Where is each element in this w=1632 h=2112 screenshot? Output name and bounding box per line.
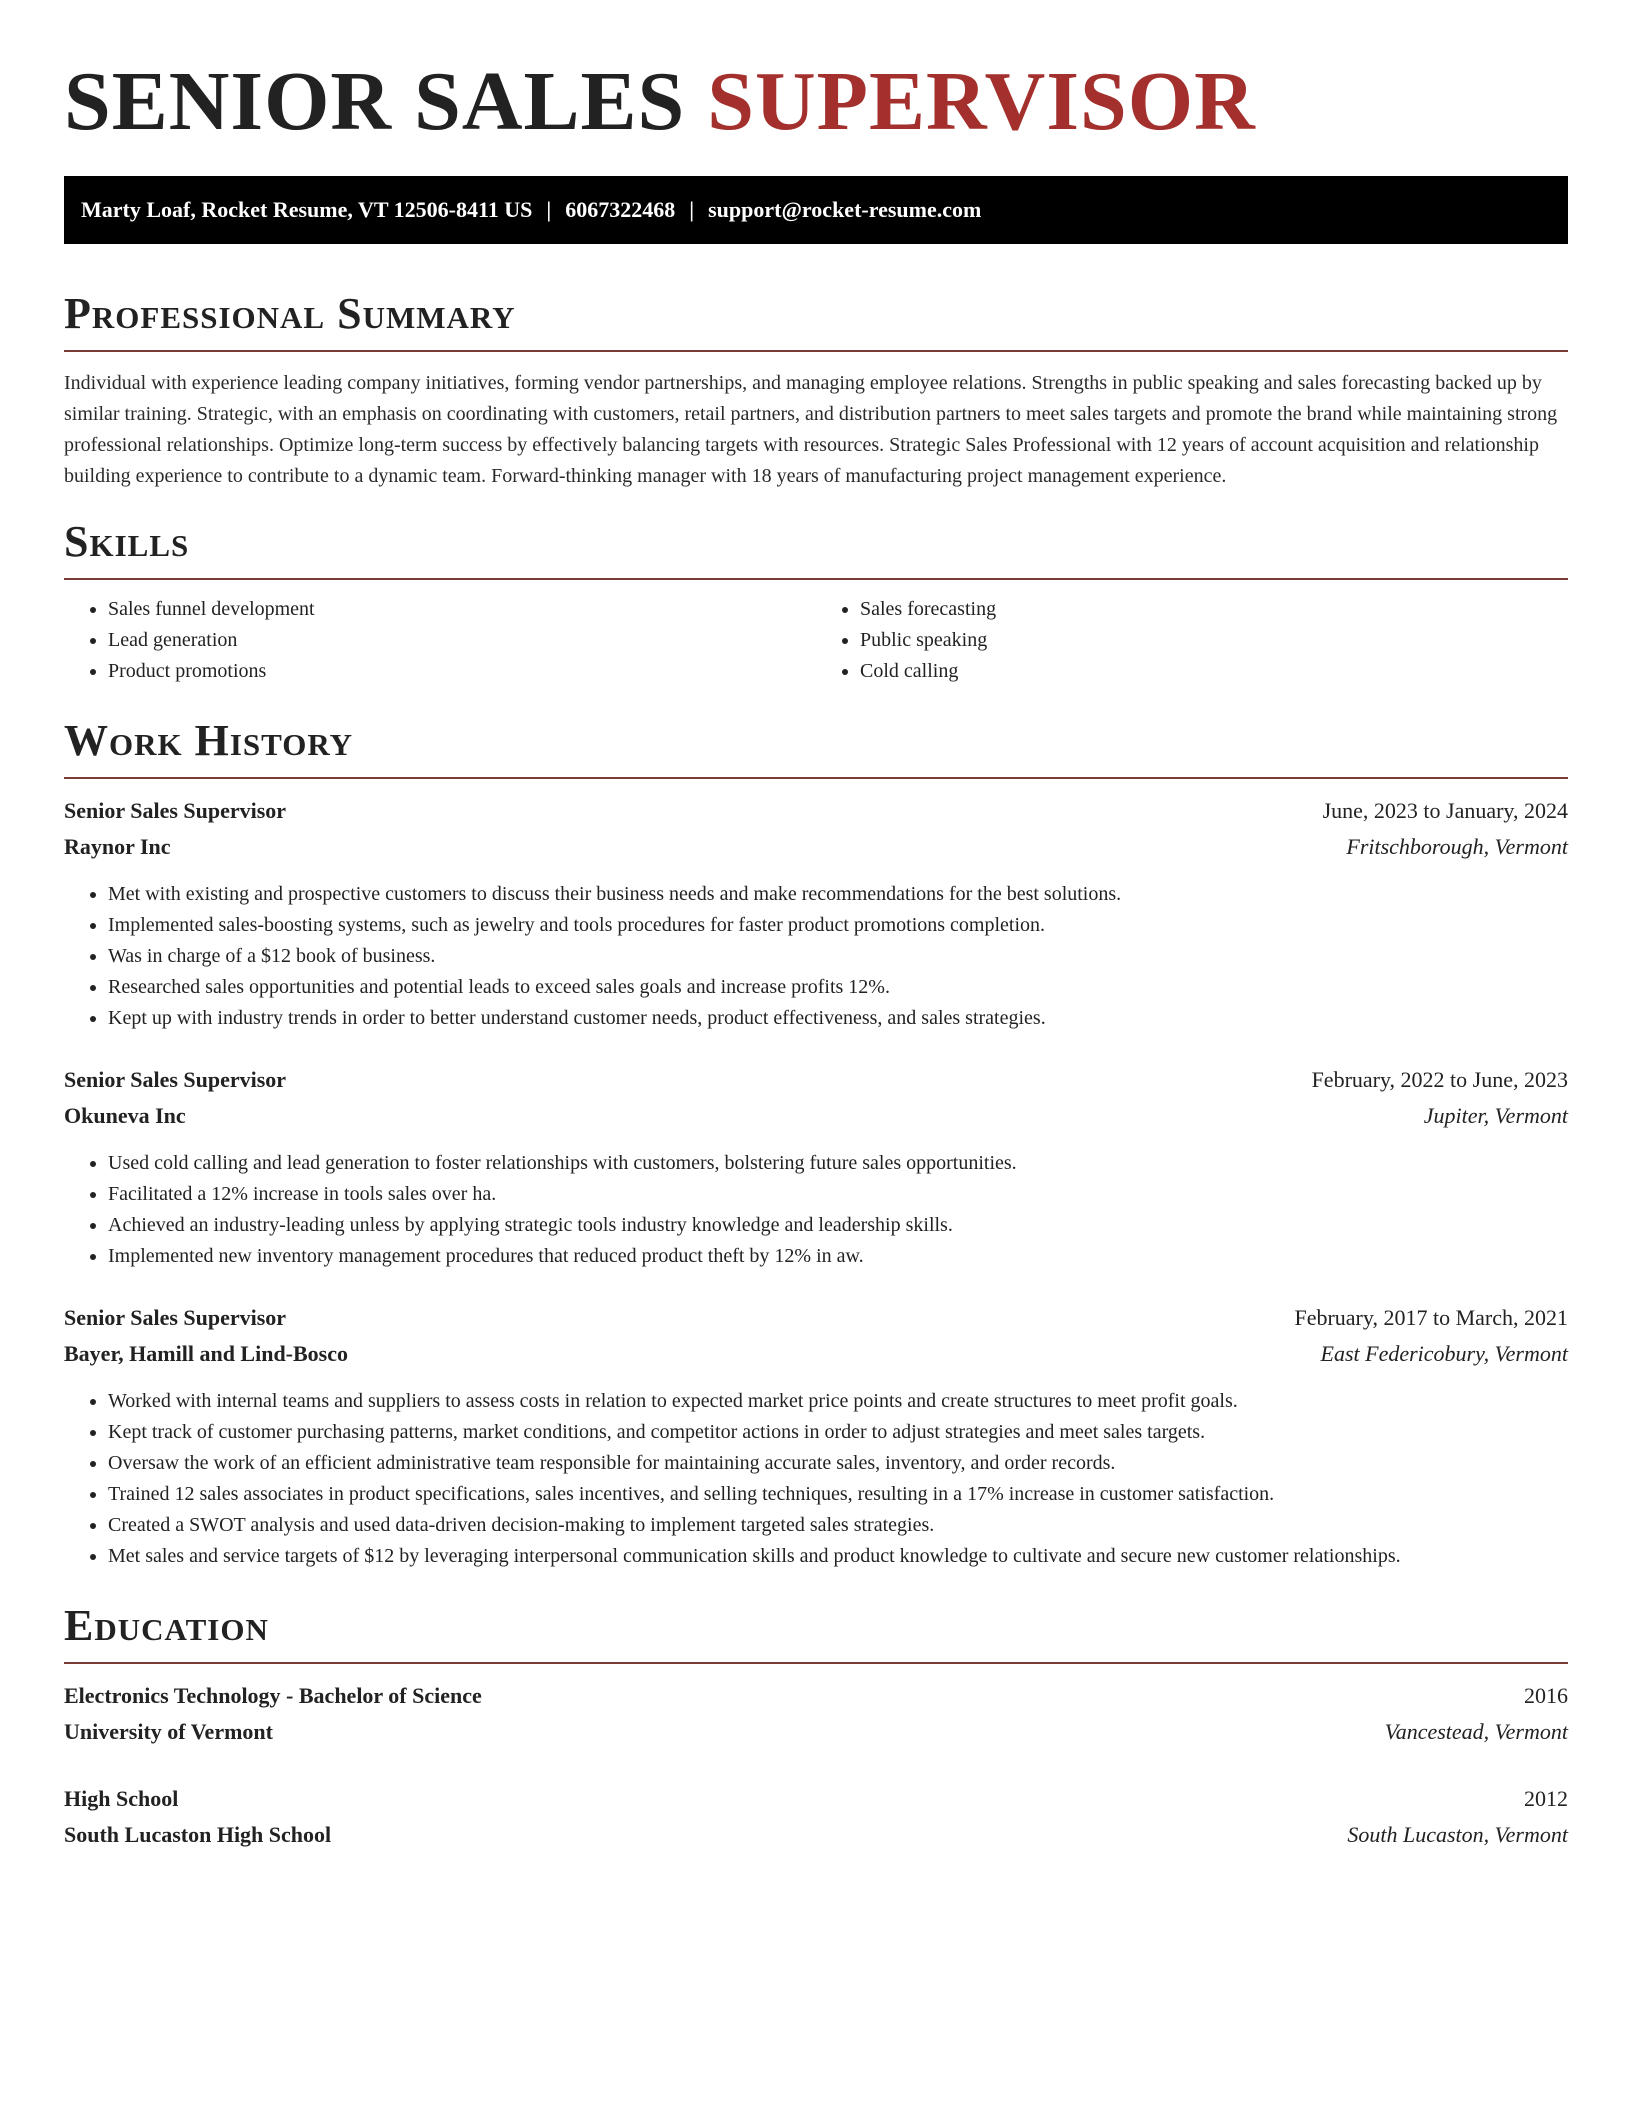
job-bullets: [64, 879, 1568, 1034]
skills-section: [64, 516, 1568, 687]
contact-bar: [64, 176, 1568, 244]
job-entry: [64, 1062, 1568, 1272]
summary-text: Individual with experience leading company initiatives, forming vendor partnerships, and managing employee relations. Strengths in public speaking and sales forecasting backed up by similar training. Strategic, with an emphasis on coordinating with customers, retail partners, and distribution partners to meet sales targets and promote the brand while maintaining strong professional relationships. Optimize long-term success by effectively balancing targets with resources. Strategic Sales Professional with 12 years of account acquisition and relationship building experience to contribute to a dynamic team. Forward-thinking manager with 18 years of manufacturing project management experience.: [64, 372, 1558, 487]
education-school: South Lucaston High School: [64, 1822, 332, 1847]
contact-phone: 6067322468: [565, 197, 676, 222]
job-company-row: [64, 829, 1568, 865]
skills-heading: Skills: [64, 517, 190, 566]
section-divider: [64, 578, 1568, 580]
job-dates: February, 2022 to June, 2023: [1311, 1067, 1568, 1092]
skill-item: • Cold calling: [860, 656, 1568, 687]
education-year: 2016: [1524, 1683, 1568, 1708]
education-school-row: [64, 1714, 1568, 1750]
job-location: Fritschborough, Vermont: [1346, 834, 1568, 859]
section-divider: [64, 350, 1568, 352]
resume-title: [64, 0, 1568, 146]
education-entry: [64, 1678, 1568, 1750]
job-location: East Federicobury, Vermont: [1320, 1341, 1568, 1366]
job-bullets: [64, 1386, 1568, 1572]
education-header-row: [64, 1678, 1568, 1714]
job-company: Okuneva Inc: [64, 1103, 186, 1128]
contact-email: support@rocket-resume.com: [708, 197, 982, 222]
job-company-row: [64, 1098, 1568, 1134]
job-bullet: • Oversaw the work of an efficient administrative team responsible for maintaining accurate sales, inventory, and order records.: [108, 1448, 1568, 1479]
work-heading: Work History: [64, 716, 354, 765]
skill-item: • Lead generation: [108, 625, 816, 656]
education-degree: High School: [64, 1786, 179, 1811]
job-company: Bayer, Hamill and Lind-Bosco: [64, 1341, 349, 1366]
education-location: South Lucaston, Vermont: [1347, 1822, 1568, 1847]
skill-item: • Public speaking: [860, 625, 1568, 656]
education-school-row: [64, 1817, 1568, 1853]
job-header-row: [64, 793, 1568, 829]
job-dates: February, 2017 to March, 2021: [1294, 1305, 1568, 1330]
title-main: SENIOR SALES: [64, 55, 708, 148]
education-header-row: [64, 1781, 1568, 1817]
job-header-row: [64, 1062, 1568, 1098]
skill-item: • Product promotions: [108, 656, 816, 687]
job-title: Senior Sales Supervisor: [64, 1305, 287, 1330]
job-bullet: • Created a SWOT analysis and used data-driven decision-making to implement targeted sales strategies.: [108, 1510, 1568, 1541]
section-divider: [64, 777, 1568, 779]
education-heading: Education: [64, 1601, 269, 1650]
job-title: Senior Sales Supervisor: [64, 1067, 287, 1092]
job-entry: [64, 793, 1568, 1034]
contact-separator: |: [546, 197, 552, 222]
education-degree: Electronics Technology - Bachelor of Science: [64, 1683, 482, 1708]
job-bullet: • Facilitated a 12% increase in tools sales over ha.: [108, 1179, 1568, 1210]
skills-column-left: [64, 594, 816, 687]
job-bullet: • Met sales and service targets of $12 by leveraging interpersonal communication skills and product knowledge to cultivate and secure new customer relationships.: [108, 1541, 1568, 1572]
job-bullet: • Was in charge of a $12 book of business.: [108, 941, 1568, 972]
job-bullet: • Kept up with industry trends in order to better understand customer needs, product effectiveness, and sales strategies.: [108, 1003, 1568, 1034]
contact-separator: |: [689, 197, 695, 222]
skills-list: [64, 594, 1568, 687]
job-bullet: • Used cold calling and lead generation to foster relationships with customers, bolstering future sales opportunities.: [108, 1148, 1568, 1179]
job-bullet: • Trained 12 sales associates in product specifications, sales incentives, and selling techniques, resulting in a 17% increase in customer satisfaction.: [108, 1479, 1568, 1510]
job-bullet: • Achieved an industry-leading unless by applying strategic tools industry knowledge and leadership skills.: [108, 1210, 1568, 1241]
contact-address: Marty Loaf, Rocket Resume, VT 12506-8411 US: [81, 197, 533, 222]
section-divider: [64, 1662, 1568, 1664]
skill-item: • Sales forecasting: [860, 594, 1568, 625]
job-bullet: • Researched sales opportunities and potential leads to exceed sales goals and increase profits 12%.: [108, 972, 1568, 1003]
job-bullet: • Kept track of customer purchasing patterns, market conditions, and competitor actions in order to adjust strategies and meet sales targets.: [108, 1417, 1568, 1448]
job-bullets: [64, 1148, 1568, 1272]
work-section: [64, 715, 1568, 1572]
job-dates: June, 2023 to January, 2024: [1322, 798, 1568, 823]
job-entry: [64, 1300, 1568, 1572]
job-location: Jupiter, Vermont: [1423, 1103, 1568, 1128]
skill-item: • Sales funnel development: [108, 594, 816, 625]
job-company: Raynor Inc: [64, 834, 171, 859]
summary-section: [64, 288, 1568, 492]
job-bullet: • Implemented new inventory management procedures that reduced product theft by 12% in aw.: [108, 1241, 1568, 1272]
title-accent: SUPERVISOR: [707, 55, 1256, 148]
education-entry: [64, 1781, 1568, 1853]
summary-heading: Professional Summary: [64, 289, 516, 338]
education-year: 2012: [1524, 1786, 1568, 1811]
job-bullet: • Implemented sales-boosting systems, such as jewelry and tools procedures for faster product promotions completion.: [108, 910, 1568, 941]
education-school: University of Vermont: [64, 1719, 273, 1744]
education-location: Vancestead, Vermont: [1384, 1719, 1568, 1744]
job-header-row: [64, 1300, 1568, 1336]
job-title: Senior Sales Supervisor: [64, 798, 287, 823]
education-section: [64, 1600, 1568, 1853]
skills-column-right: [816, 594, 1568, 687]
job-company-row: [64, 1336, 1568, 1372]
job-bullet: • Met with existing and prospective customers to discuss their business needs and make recommendations for the best solutions.: [108, 879, 1568, 910]
job-bullet: • Worked with internal teams and suppliers to assess costs in relation to expected market price points and create structures to meet profit goals.: [108, 1386, 1568, 1417]
